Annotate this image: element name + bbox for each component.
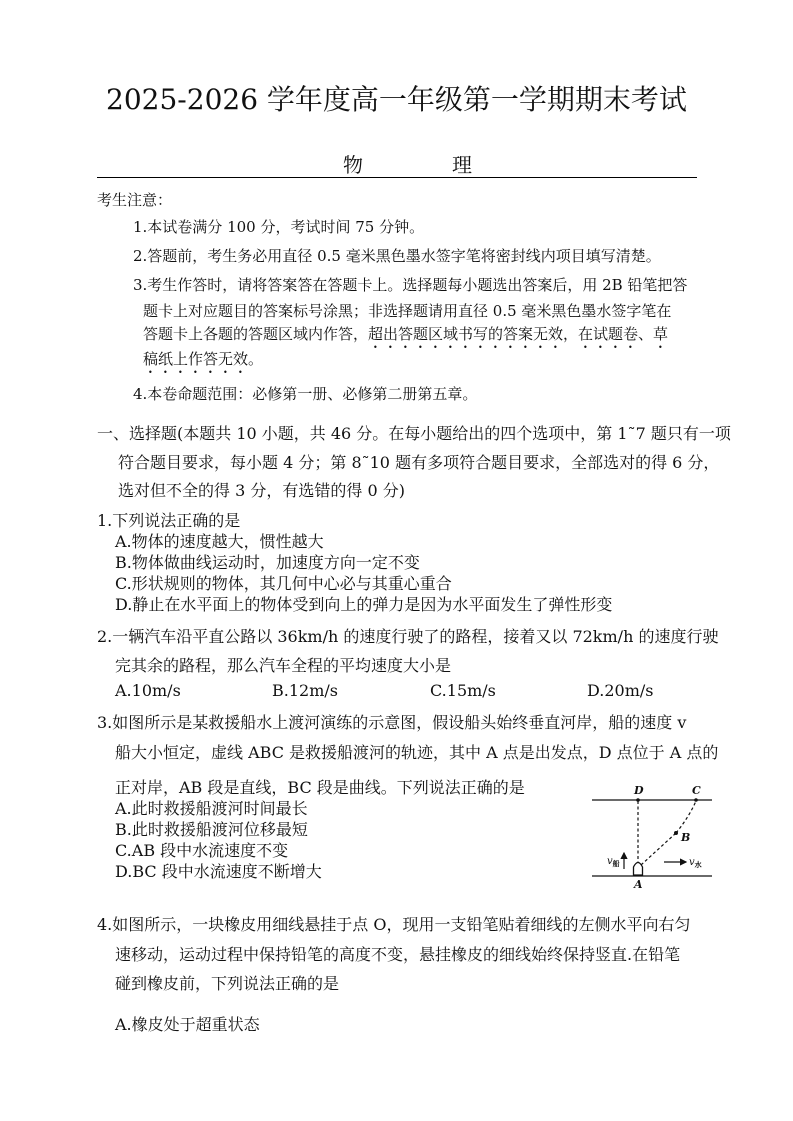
v-boat-subscript: 船 bbox=[612, 859, 620, 868]
question-4-stem-line-1: 4.如图所示，一块橡皮用细线悬挂于点 O，现用一支铅笔贴着细线的左侧水平向右匀 bbox=[97, 915, 691, 934]
v-water-subscript: 水 bbox=[694, 860, 702, 869]
notice-item-3-line-4-plain: 。 bbox=[248, 350, 264, 368]
v-water-label bbox=[689, 857, 702, 869]
label-c: C bbox=[692, 784, 701, 797]
point-b bbox=[674, 831, 678, 835]
question-3-option-c: C.AB 段中水流速度不变 bbox=[115, 841, 289, 860]
section-1-heading-line-2: 符合题目要求，每小题 4 分；第 8˜10 题有多项符合题目要求，全部选对的得 6 分， bbox=[118, 453, 720, 472]
notice-item-3-line-4 bbox=[143, 350, 263, 377]
section-1-heading-line-1: 一、选择题(本题共 10 小题，共 46 分。在每小题给出的四个选项中，第 1˜7 题只有一项 bbox=[97, 424, 731, 443]
label-d: D bbox=[634, 784, 644, 797]
question-1-stem: 1.下列说法正确的是 bbox=[97, 511, 241, 530]
notice-item-3-line-4-emphasis: 稿纸上作答无效 bbox=[143, 350, 249, 368]
notice-heading: 考生注意： bbox=[97, 191, 173, 209]
section-1-heading-line-3: 选对但不全的得 3 分，有选错的得 0 分) bbox=[118, 481, 405, 500]
notice-item-3-line-2: 题卡上对应题目的答案标号涂黑；非选择题请用直径 0.5 毫米黑色墨水签字笔在 bbox=[143, 302, 672, 320]
label-b: B bbox=[681, 831, 691, 844]
v-boat-symbol: v bbox=[607, 856, 613, 867]
notice-item-4: 4.本卷命题范围：必修第一册、必修第二册第五章。 bbox=[133, 385, 478, 403]
notice-item-3-line-3 bbox=[143, 325, 668, 352]
question-1-option-c: C.形状规则的物体，其几何中心必与其重心重合 bbox=[115, 574, 452, 593]
question-1-option-d: D.静止在水平面上的物体受到向上的弹力是因为水平面发生了弹性形变 bbox=[115, 595, 613, 614]
header-divider bbox=[97, 177, 697, 178]
question-1-option-a: A.物体的速度越大，惯性越大 bbox=[115, 532, 324, 551]
notice-item-3-line-3-plain: 答题卡上各题的答题区域内作答， bbox=[143, 325, 369, 343]
question-2-stem-line-1: 2.一辆汽车沿平直公路以 36km/h 的速度行驶了的路程，接着又以 72km/h 的速度行驶 bbox=[97, 627, 719, 646]
v-water-symbol: v bbox=[689, 857, 695, 868]
point-c bbox=[694, 798, 698, 802]
question-3-stem-line-3: 正对岸，AB 段是直线，BC 段是曲线。下列说法正确的是 bbox=[115, 778, 525, 797]
notice-item-3-line-3-emphasis: 超出答题区域书写的答案无效，在试题卷、草 bbox=[368, 325, 669, 343]
question-2-option-a: A.10m/s bbox=[115, 681, 181, 700]
question-3-option-d: D.BC 段中水流速度不断增大 bbox=[115, 862, 322, 881]
trajectory-bc bbox=[676, 801, 696, 833]
question-4-stem-line-3: 碰到橡皮前，下列说法正确的是 bbox=[115, 974, 340, 993]
boat-icon bbox=[634, 863, 643, 876]
question-3-option-a: A.此时救援船渡河时间最长 bbox=[115, 799, 308, 818]
v-boat-label bbox=[607, 856, 620, 868]
question-2-option-b: B.12m/s bbox=[272, 681, 338, 700]
question-1-option-b: B.物体做曲线运动时，加速度方向一定不变 bbox=[115, 553, 420, 572]
trajectory-ab bbox=[641, 833, 676, 865]
subject-char-left: 物 bbox=[343, 153, 363, 177]
notice-item-1: 1.本试卷满分 100 分，考试时间 75 分钟。 bbox=[133, 218, 425, 236]
question-2-option-c: C.15m/s bbox=[430, 681, 496, 700]
exam-title: 2025-2026 学年度高一年级第一学期期末考试 bbox=[106, 83, 687, 116]
question-3-stem-line-1: 3.如图所示是某救援船水上渡河演练的示意图，假设船头始终垂直河岸，船的速度 v bbox=[97, 713, 687, 732]
river-crossing-diagram bbox=[588, 783, 718, 895]
notice-item-3-line-1: 3.考生作答时，请将答案答在答题卡上。选择题每小题选出答案后，用 2B 铅笔把答 bbox=[133, 276, 688, 294]
subject-char-right: 理 bbox=[452, 153, 472, 177]
question-2-stem-line-2: 完其余的路程，那么汽车全程的平均速度大小是 bbox=[115, 656, 452, 675]
question-4-stem-line-2: 速移动，运动过程中保持铅笔的高度不变，悬挂橡皮的细线始终保持竖直.在铅笔 bbox=[115, 945, 681, 964]
question-3-option-b: B.此时救援船渡河位移最短 bbox=[115, 820, 308, 839]
notice-item-2: 2.答题前，考生务必用直径 0.5 毫米黑色墨水签字笔将密封线内项目填写清楚。 bbox=[133, 247, 661, 265]
question-2-option-d: D.20m/s bbox=[587, 681, 654, 700]
point-d bbox=[636, 798, 640, 802]
question-3-stem-line-2: 船大小恒定，虚线 ABC 是救援船渡河的轨迹，其中 A 点是出发点，D 点位于 A 点的 bbox=[115, 743, 719, 762]
label-a: A bbox=[634, 878, 643, 891]
question-4-option-a: A.橡皮处于超重状态 bbox=[115, 1015, 260, 1034]
